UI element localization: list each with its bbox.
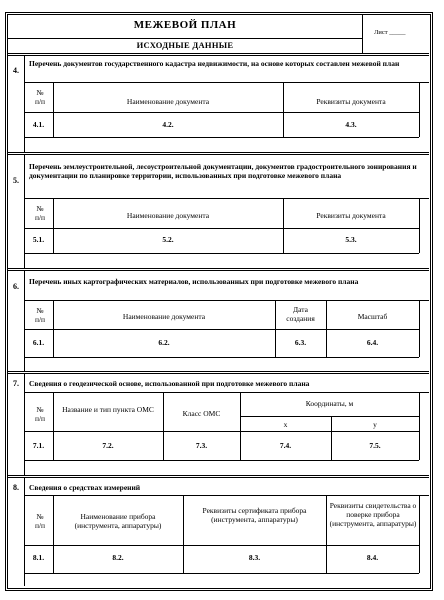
sheet-box-divider bbox=[362, 15, 363, 54]
s8-row-device: 8.2. bbox=[112, 553, 124, 562]
s4-row-name: 4.2. bbox=[162, 120, 174, 129]
s8-col-num: № п/п bbox=[34, 512, 46, 530]
s4-number: 4. bbox=[13, 66, 19, 75]
s7-col-class: Класс ОМС bbox=[182, 409, 221, 418]
s7-row-x: 7.4. bbox=[279, 441, 292, 450]
s8-number: 8. bbox=[13, 483, 19, 492]
s6-num-divider bbox=[24, 271, 25, 371]
s6-row-name: 6.2. bbox=[158, 338, 170, 347]
s5-col-req: Реквизиты документа bbox=[316, 211, 386, 220]
s7-col-coords: Координаты, м bbox=[305, 399, 354, 408]
s4-heading: Перечень документов государственного кадастра недвижимости, на основе которых составлен межевой план bbox=[29, 59, 400, 68]
s5-row-name: 5.2. bbox=[162, 235, 174, 244]
sheet-number-label: Лист _____ bbox=[374, 29, 406, 36]
s7-number: 7. bbox=[13, 379, 19, 388]
s6-number: 6. bbox=[13, 282, 19, 291]
s6-col-date: Дата создания bbox=[286, 305, 315, 323]
s5-col-num: № п/п bbox=[34, 204, 46, 222]
s5-col-name: Наименование документа bbox=[126, 211, 210, 220]
s8-row-cert: 8.3. bbox=[248, 553, 261, 562]
s6-row-scale: 6.4. bbox=[366, 338, 379, 347]
s4-row-num: 4.1. bbox=[32, 120, 45, 129]
s5-row-req: 5.3. bbox=[345, 235, 357, 244]
s6-col-name: Наименование документа bbox=[122, 312, 206, 321]
s8-col-cert: Реквизиты сертификата прибора (инструмента, аппаратуры) bbox=[202, 506, 307, 524]
s7-col-x: х bbox=[283, 420, 288, 429]
s4-col-req: Реквизиты документа bbox=[316, 97, 386, 106]
s8-row-num: 8.1. bbox=[32, 553, 45, 562]
s7-row-num: 7.1. bbox=[32, 441, 45, 450]
page-title: МЕЖЕВОЙ ПЛАН bbox=[133, 19, 237, 31]
s6-row-num: 6.1. bbox=[32, 338, 45, 347]
s4-col-name: Наименование документа bbox=[126, 97, 210, 106]
s5-number: 5. bbox=[13, 176, 19, 185]
title-divider bbox=[8, 38, 362, 39]
s4-col-num: № п/п bbox=[34, 88, 46, 106]
s6-col-num: № п/п bbox=[34, 306, 46, 324]
header-bottom-line bbox=[8, 53, 429, 54]
s5-heading: Перечень землеустроительной, лесоустроительной документации, документов градостроительного зонирования и документации по планировке территории, использованных при подготовке межевого плана bbox=[29, 162, 417, 180]
s8-row-verif: 8.4. bbox=[366, 553, 379, 562]
s7-row-y: 7.5. bbox=[369, 441, 381, 450]
page-subtitle: ИСХОДНЫЕ ДАННЫЕ bbox=[136, 40, 234, 50]
s7-row-point: 7.2. bbox=[102, 441, 114, 450]
s4-row-req: 4.3. bbox=[345, 120, 357, 129]
s8-col-verif: Реквизиты свидетельства о поверке прибора (инструмента, аппаратуры) bbox=[329, 501, 417, 528]
s7-heading: Сведения о геодезической основе, использованной при подготовке межевого плана bbox=[29, 379, 310, 388]
s8-heading: Сведения о средствах измерений bbox=[29, 483, 141, 492]
s5-row-num: 5.1. bbox=[32, 235, 45, 244]
s7-col-num: № п/п bbox=[34, 405, 46, 423]
s5-num-divider bbox=[24, 155, 25, 268]
s6-heading: Перечень иных картографических материалов, использованных при подготовке межевого плана bbox=[29, 277, 359, 286]
header-bottom-line-2 bbox=[8, 55, 429, 56]
s7-col-point: Название и тип пункта ОМС bbox=[62, 405, 154, 414]
s7-row-class: 7.3. bbox=[195, 441, 208, 450]
s6-col-scale: Масштаб bbox=[357, 312, 388, 321]
s7-col-y: у bbox=[373, 420, 377, 429]
s6-row-date: 6.3. bbox=[294, 338, 307, 347]
s8-col-device: Наименование прибора (инструмента, аппаратуры) bbox=[74, 512, 162, 530]
